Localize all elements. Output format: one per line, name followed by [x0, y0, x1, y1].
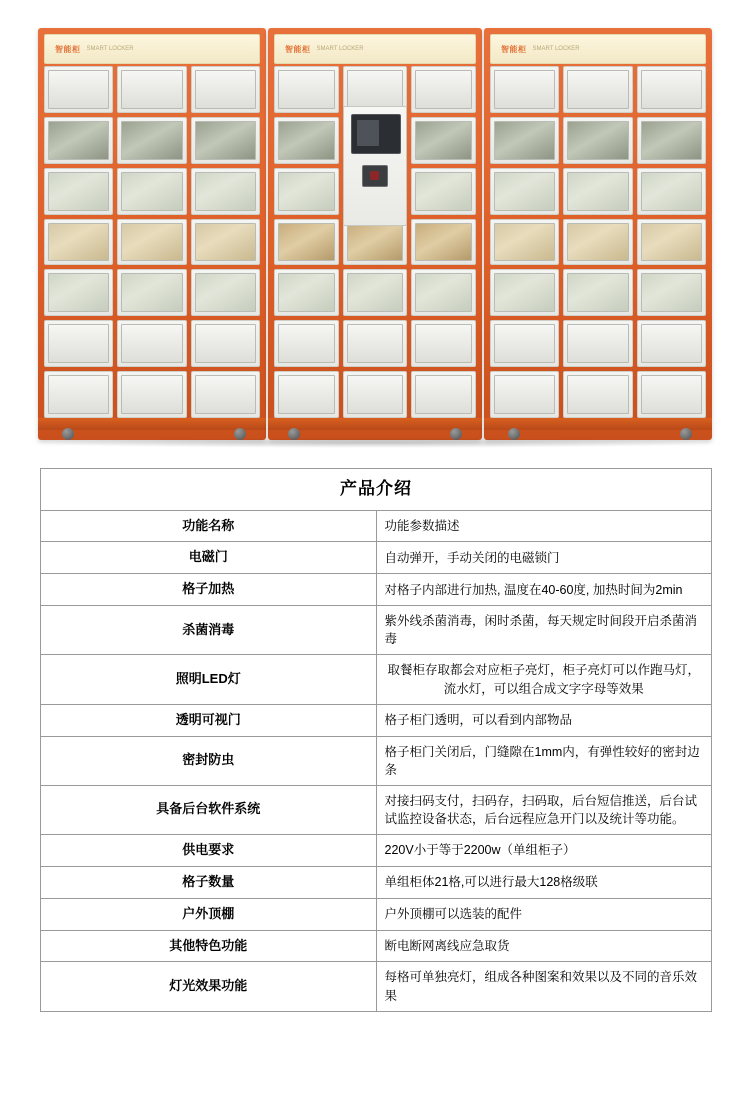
locker-column — [117, 66, 186, 418]
table-row — [41, 704, 712, 736]
control-panel[interactable] — [343, 106, 407, 226]
locker-cell[interactable] — [637, 219, 706, 266]
locker-cell[interactable] — [563, 269, 632, 316]
page-title: 产品介绍 — [41, 469, 712, 511]
locker-cell[interactable] — [117, 371, 186, 418]
table-row — [41, 930, 712, 962]
spec-value: 每格可单独亮灯，组成各种图案和效果以及不同的音乐效果 — [376, 962, 712, 1011]
locker-cell[interactable] — [191, 269, 260, 316]
table-row — [41, 542, 712, 574]
locker-cell[interactable] — [637, 168, 706, 215]
middle-cabinet-banner — [274, 34, 476, 64]
locker-column — [563, 66, 632, 418]
locker-cell[interactable] — [490, 66, 559, 113]
locker-cell[interactable] — [637, 117, 706, 164]
locker-cell[interactable] — [411, 371, 476, 418]
spec-label: 灯光效果功能 — [41, 962, 377, 1011]
brand-logo-text: 智能柜 — [55, 44, 81, 54]
right-cabinet-grid — [490, 66, 706, 418]
brand-logo-subtext: SMART LOCKER — [86, 46, 134, 52]
locker-cell[interactable] — [117, 320, 186, 367]
table-row — [41, 736, 712, 785]
locker-cell[interactable] — [411, 117, 476, 164]
locker-cell[interactable] — [191, 168, 260, 215]
locker-cell[interactable] — [411, 219, 476, 266]
locker-cell[interactable] — [343, 320, 408, 367]
table-row — [41, 962, 712, 1011]
locker-cell[interactable] — [191, 320, 260, 367]
locker-cell[interactable] — [44, 320, 113, 367]
spec-label: 格子数量 — [41, 866, 377, 898]
scanner-lens-icon — [370, 171, 379, 180]
locker-cell[interactable] — [411, 320, 476, 367]
table-header-row — [41, 510, 712, 542]
locker-cell[interactable] — [490, 117, 559, 164]
qr-scanner-icon[interactable] — [362, 165, 388, 187]
locker-cell[interactable] — [490, 371, 559, 418]
spec-value: 取餐柜存取都会对应柜子亮灯，柜子亮灯可以作跑马灯，流水灯，可以组合成文字字母等效果 — [376, 655, 712, 704]
locker-cell[interactable] — [411, 168, 476, 215]
locker-cell[interactable] — [191, 66, 260, 113]
locker-cell[interactable] — [274, 320, 339, 367]
spec-label: 透明可视门 — [41, 704, 377, 736]
product-photo — [0, 0, 750, 460]
right-cabinet — [484, 28, 712, 440]
floor-shadow — [30, 438, 720, 448]
spec-label: 其他特色功能 — [41, 930, 377, 962]
spec-label: 密封防虫 — [41, 736, 377, 785]
locker-cell[interactable] — [563, 168, 632, 215]
locker-cell[interactable] — [44, 371, 113, 418]
column-header-value: 功能参数描述 — [376, 510, 712, 542]
spec-value: 户外顶棚可以选装的配件 — [376, 898, 712, 930]
locker-column — [44, 66, 113, 418]
spec-value: 格子柜门关闭后，门缝隙在1mm内，有弹性较好的密封边条 — [376, 736, 712, 785]
right-cabinet-banner — [490, 34, 706, 64]
locker-cell[interactable] — [637, 371, 706, 418]
locker-cell[interactable] — [117, 269, 186, 316]
locker-cell[interactable] — [274, 117, 339, 164]
spec-value: 对接扫码支付，扫码存，扫码取，后台短信推送，后台试试监控设备状态，后台远程应急开门以及统计等功能。 — [376, 785, 712, 834]
locker-cell[interactable] — [637, 320, 706, 367]
locker-cell[interactable] — [563, 66, 632, 113]
table-row — [41, 835, 712, 867]
table-title-row — [41, 469, 712, 511]
cabinet-base — [268, 418, 482, 430]
locker-cell[interactable] — [343, 371, 408, 418]
left-cabinet — [38, 28, 266, 440]
screen-content — [357, 120, 379, 146]
cabinet-base — [484, 418, 712, 430]
locker-cell[interactable] — [191, 117, 260, 164]
spec-value: 自动弹开，手动关闭的电磁锁门 — [376, 542, 712, 574]
locker-cell[interactable] — [343, 269, 408, 316]
locker-cell[interactable] — [44, 168, 113, 215]
locker-cell[interactable] — [490, 269, 559, 316]
locker-cell[interactable] — [191, 371, 260, 418]
spec-value: 格子柜门透明，可以看到内部物品 — [376, 704, 712, 736]
locker-column — [191, 66, 260, 418]
locker-cell[interactable] — [563, 117, 632, 164]
spec-label: 具备后台软件系统 — [41, 785, 377, 834]
locker-cell[interactable] — [637, 269, 706, 316]
spec-table-body — [41, 469, 712, 1012]
locker-cell[interactable] — [274, 66, 339, 113]
table-row — [41, 866, 712, 898]
brand-logo-text: 智能柜 — [501, 44, 527, 54]
locker-cell[interactable] — [274, 269, 339, 316]
spec-table-wrapper — [40, 468, 712, 1012]
locker-cell[interactable] — [411, 269, 476, 316]
locker-cell[interactable] — [44, 117, 113, 164]
spec-value: 断电断网离线应急取货 — [376, 930, 712, 962]
table-row — [41, 574, 712, 606]
locker-column — [411, 66, 476, 418]
spec-value: 对格子内部进行加热, 温度在40-60度, 加热时间为2min — [376, 574, 712, 606]
spec-value: 单组柜体21格,可以进行最大128格级联 — [376, 866, 712, 898]
middle-cabinet — [268, 28, 482, 440]
locker-cell[interactable] — [44, 66, 113, 113]
locker-column — [274, 66, 339, 418]
table-row — [41, 655, 712, 704]
table-row — [41, 606, 712, 655]
locker-column — [490, 66, 559, 418]
locker-cell[interactable] — [563, 371, 632, 418]
locker-cell[interactable] — [274, 219, 339, 266]
spec-value: 220V小于等于2200w（单组柜子） — [376, 835, 712, 867]
locker-cell[interactable] — [563, 219, 632, 266]
locker-cell[interactable] — [490, 219, 559, 266]
locker-cell[interactable] — [117, 168, 186, 215]
locker-cell[interactable] — [191, 219, 260, 266]
spec-label: 户外顶棚 — [41, 898, 377, 930]
table-row — [41, 898, 712, 930]
locker-cell[interactable] — [274, 371, 339, 418]
product-spec-table — [40, 468, 712, 1012]
locker-cell[interactable] — [117, 219, 186, 266]
brand-logo-subtext: SMART LOCKER — [316, 46, 364, 52]
spec-label: 照明LED灯 — [41, 655, 377, 704]
touch-screen[interactable] — [351, 114, 401, 154]
brand-logo-text: 智能柜 — [285, 44, 311, 54]
locker-cell[interactable] — [117, 66, 186, 113]
locker-cell[interactable] — [411, 66, 476, 113]
spec-label: 格子加热 — [41, 574, 377, 606]
spec-label: 杀菌消毒 — [41, 606, 377, 655]
spec-value: 紫外线杀菌消毒，闲时杀菌，每天规定时间段开启杀菌消毒 — [376, 606, 712, 655]
cabinet-base — [38, 418, 266, 430]
locker-cell[interactable] — [490, 168, 559, 215]
spec-label: 电磁门 — [41, 542, 377, 574]
column-header-label: 功能名称 — [41, 510, 377, 542]
locker-cell[interactable] — [117, 117, 186, 164]
locker-column — [637, 66, 706, 418]
spec-label: 供电要求 — [41, 835, 377, 867]
locker-cell[interactable] — [637, 66, 706, 113]
left-cabinet-grid — [44, 66, 260, 418]
locker-cell[interactable] — [274, 168, 339, 215]
left-cabinet-banner — [44, 34, 260, 64]
locker-cell[interactable] — [563, 320, 632, 367]
table-row — [41, 785, 712, 834]
locker-cell[interactable] — [490, 320, 559, 367]
locker-cell[interactable] — [44, 219, 113, 266]
locker-cell[interactable] — [44, 269, 113, 316]
brand-logo-subtext: SMART LOCKER — [532, 46, 580, 52]
